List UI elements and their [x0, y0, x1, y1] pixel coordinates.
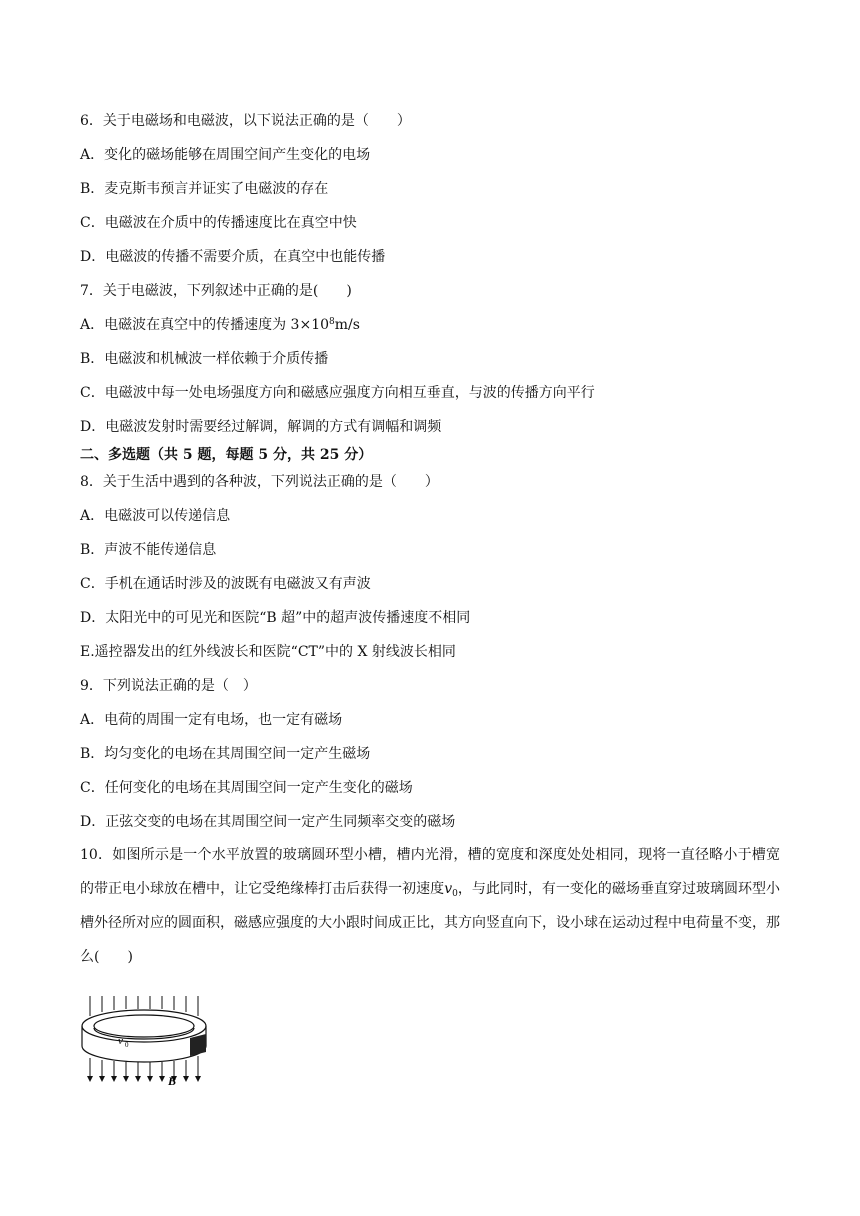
q6-option-b: B．麦克斯韦预言并证实了电磁波的存在 [80, 181, 329, 197]
q6-option-d: D．电磁波的传播不需要介质，在真空中也能传播 [80, 249, 386, 265]
q10-text-part1: 10．如图所示是一个水平放置的玻璃圆环型小槽，槽内光滑，槽的宽度和深度处处相同，现将一直径略小于槽宽的带正电小球放在槽中，让它受绝缘棒打击后获得一初速度 [80, 847, 780, 897]
q8-option-a: A．电磁波可以传递信息 [80, 508, 231, 524]
q7-option-c: C．电磁波中每一处电场强度方向和磁感应强度方向相互垂直，与波的传播方向平行 [80, 385, 595, 401]
q7-option-d: D．电磁波发射时需要经过解调，解调的方式有调幅和调频 [80, 419, 442, 435]
q8-option-d: D．太阳光中的可见光和医院“B 超”中的超声波传播速度不相同 [80, 610, 471, 626]
figure-b-label: B [168, 1074, 177, 1086]
q9-option-d: D．正弦交变的电场在其周围空间一定产生同频率交变的磁场 [80, 814, 456, 830]
q10-velocity-subscript: 0 [452, 889, 458, 899]
q8-option-b: B．声波不能传递信息 [80, 542, 217, 558]
q10-text [80, 838, 780, 974]
q9-option-c: C．任何变化的电场在其周围空间一定产生变化的磁场 [80, 780, 413, 796]
q10-velocity-symbol: v [444, 881, 453, 897]
glass-ring [82, 1010, 206, 1062]
q7-option-a-prefix: A．电磁波在真空中的传播速度为 3×10 [80, 317, 330, 333]
q7-stem: 7．关于电磁波，下列叙述中正确的是( ) [80, 283, 352, 299]
q7-option-a [80, 316, 360, 334]
q9-stem: 9．下列说法正确的是（ ） [80, 678, 257, 694]
q6-option-c: C．电磁波在介质中的传播速度比在真空中快 [80, 215, 357, 231]
q6-stem: 6．关于电磁场和电磁波，以下说法正确的是（ ） [80, 113, 411, 129]
ring-groove-figure [78, 994, 218, 1086]
section-title-multiple-choice: 二、多选题（共 5 题，每题 5 分，共 25 分） [80, 447, 373, 463]
field-arrowheads [87, 1076, 201, 1082]
q7-option-b: B．电磁波和机械波一样依赖于介质传播 [80, 351, 329, 367]
q10-text-part2: ，与此同时，有一变化的磁场垂直穿过玻璃圆环型小槽外径所对应的圆面积，磁感应强度的大小跟时间成正比，其方向竖直向下，设小球在运动过程中电荷量不变，那么( ) [80, 881, 781, 965]
figure-velocity-subscript: 0 [125, 1041, 129, 1049]
q9-option-a: A．电荷的周围一定有电场，也一定有磁场 [80, 712, 343, 728]
ring-shaded-section [190, 1034, 206, 1056]
q8-stem: 8．关于生活中遇到的各种波，下列说法正确的是（ ） [80, 474, 439, 490]
q9-option-b: B．均匀变化的电场在其周围空间一定产生磁场 [80, 746, 371, 762]
q8-option-c: C．手机在通话时涉及的波既有电磁波又有声波 [80, 576, 371, 592]
figure-velocity-label: v [118, 1035, 123, 1047]
q8-option-e: E.遥控器发出的红外线波长和医院“CT”中的 X 射线波长相同 [80, 644, 456, 660]
q7-option-a-unit: m/s [334, 317, 360, 333]
q6-option-a: A．变化的磁场能够在周围空间产生变化的电场 [80, 147, 371, 163]
q7-option-a-exponent: 8 [329, 317, 335, 327]
